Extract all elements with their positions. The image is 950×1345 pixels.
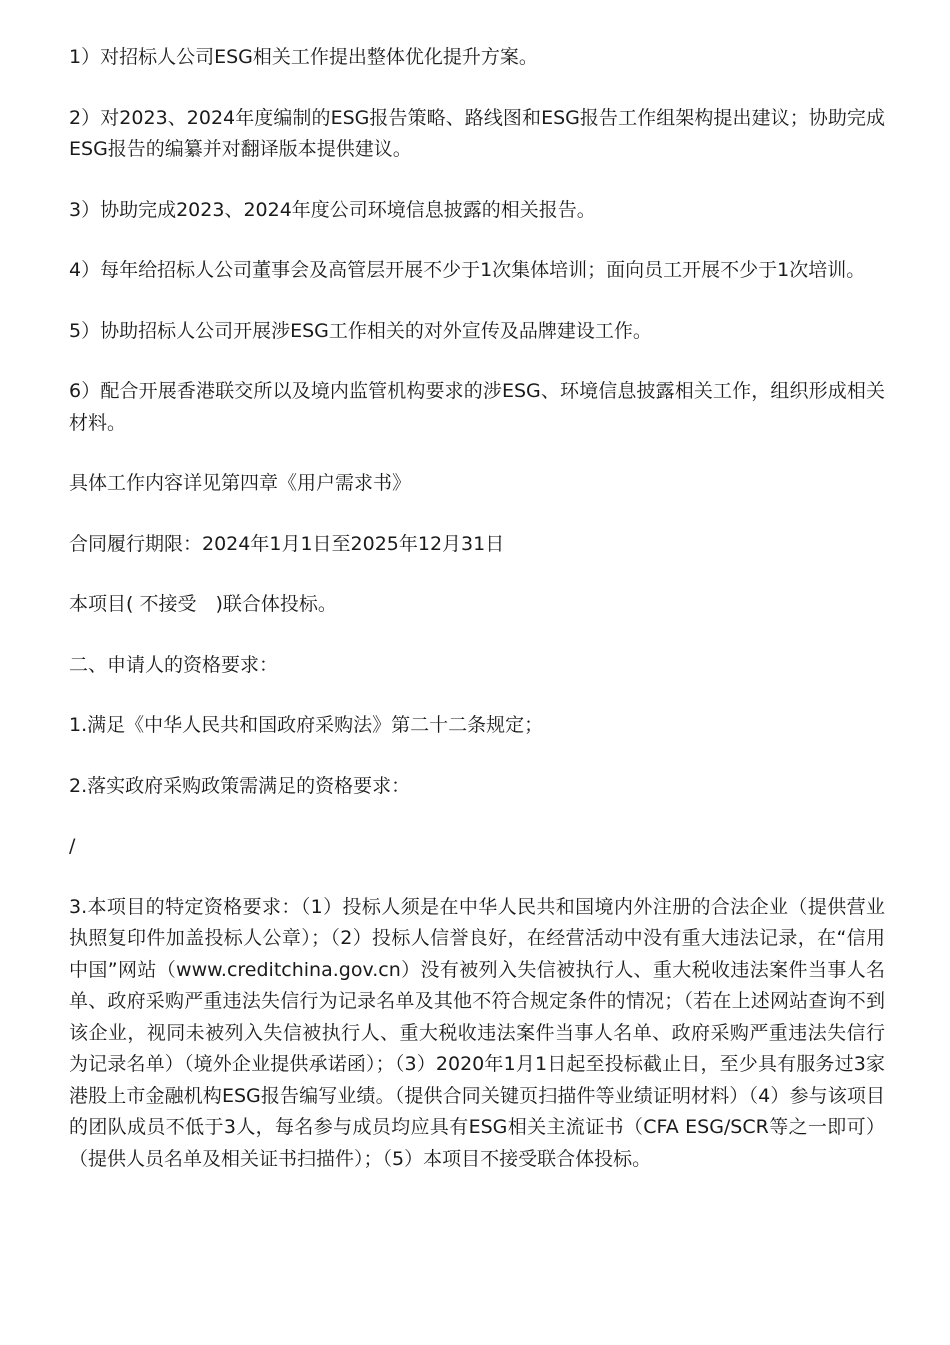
work-content-note: 具体工作内容详见第四章《用户需求书》 xyxy=(69,472,412,494)
consortium-statement: 本项目( 不接受 )联合体投标。 xyxy=(69,593,337,615)
paragraph-item-6: 6）配合开展香港联交所以及境内监管机构要求的涉ESG、环境信息披露相关工作，组织形成相关材料。 xyxy=(69,380,885,434)
qualification-item-2-value: / xyxy=(69,835,76,857)
paragraph-item-3: 3）协助完成2023、2024年度公司环境信息披露的相关报告。 xyxy=(69,198,596,221)
paragraph-item-4: 4）每年给招标人公司董事会及高管层开展不少于1次集体培训；面向员工开展不少于1次培训。 xyxy=(69,259,866,281)
qualification-item-1: 1.满足《中华人民共和国政府采购法》第二十二条规定； xyxy=(69,714,544,736)
paragraph-item-2: 2）对2023、2024年度编制的ESG报告策略、路线图和ESG报告工作组架构提出建议；协助完成ESG报告的编纂并对翻译版本提供建议。 xyxy=(69,106,885,160)
document-body xyxy=(69,42,885,1204)
section-heading-qualifications: 二、申请人的资格要求： xyxy=(69,653,279,676)
qualification-item-2: 2.落实政府采购政策需满足的资格要求： xyxy=(69,774,411,797)
paragraph-item-5: 5）协助招标人公司开展涉ESG工作相关的对外宣传及品牌建设工作。 xyxy=(69,319,652,342)
contract-period: 合同履行期限：2024年1月1日至2025年12月31日 xyxy=(69,532,505,555)
qualification-item-3: 3.本项目的特定资格要求：（1）投标人须是在中华人民共和国境内外注册的合法企业（提供营业执照复印件加盖投标人公章）；（2）投标人信誉良好，在经营活动中没有重大违法记录，在“信用中国”网站（www.creditchina.gov.cn）没有被列入失信被执行人、重大税收违法案件当事人名单、政府采购严重违法失信行为记录名单及其他不符合规定条件的情况；（若在上述网站查询不到该企业，视同未被列入失信被执行人、重大税收违法案件当事人名单、政府采购严重违法失信行为记录名单）（境外企业提供承诺函）；（3）2020年1月1日起至投标截止日，至少具有服务过3家港股上市金融机构ESG报告编写业绩。（提供合同关键页扫描件等业绩证明材料）（4）参与该项目的团队成员不低于3人，每名参与成员均应具有ESG相关主流证书（CFA ESG/SCR等之一即可）（提供人员名单及相关证书扫描件）；（5）本项目不接受联合体投标。 xyxy=(69,895,885,1170)
paragraph-item-1: 1）对招标人公司ESG相关工作提出整体优化提升方案。 xyxy=(69,46,538,68)
